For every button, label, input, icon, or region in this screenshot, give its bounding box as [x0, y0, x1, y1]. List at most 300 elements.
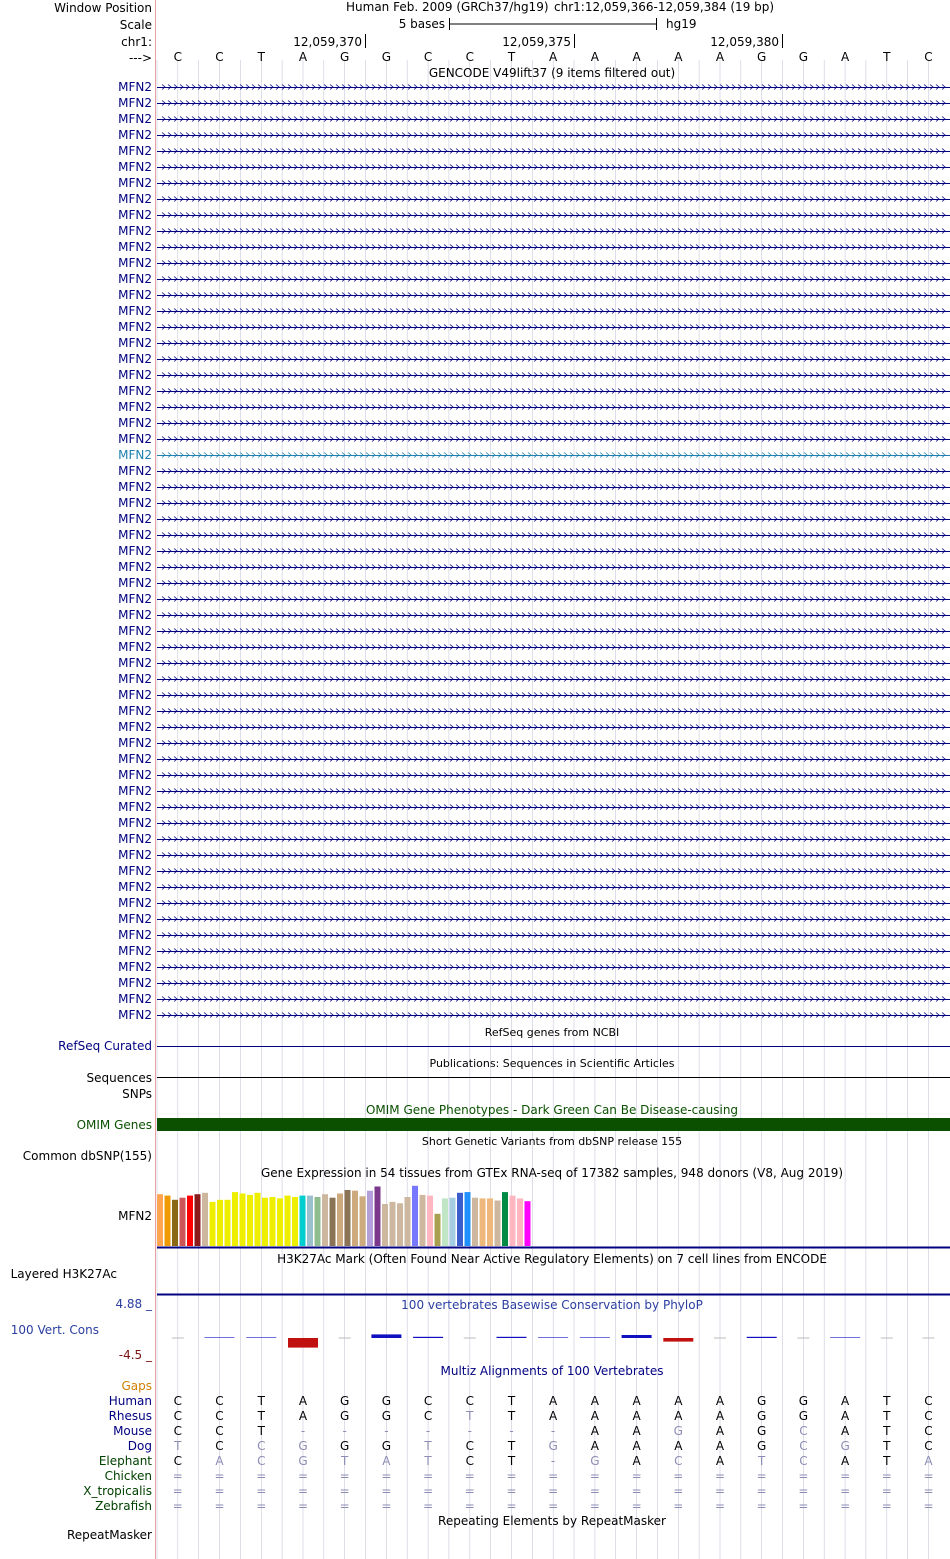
aligned-base: T	[883, 1454, 891, 1468]
transcript-label[interactable]: MFN2	[118, 800, 152, 814]
gencode-transcript-row[interactable]	[118, 400, 950, 414]
multiz-species-row[interactable]	[83, 1484, 933, 1498]
gencode-transcript-row[interactable]	[118, 272, 950, 286]
gencode-transcript-row[interactable]	[118, 560, 950, 574]
gtex-tissue-bar[interactable]	[345, 1190, 351, 1246]
species-label[interactable]: Elephant	[98, 1454, 152, 1468]
repeatmasker-track-label[interactable]: RepeatMasker	[66, 1528, 152, 1542]
gencode-transcript-row[interactable]	[118, 416, 950, 430]
gtex-bar-graph[interactable]	[157, 1186, 531, 1246]
aligned-base: =	[840, 1469, 851, 1483]
gencode-transcript-row[interactable]	[118, 80, 950, 94]
transcript-label[interactable]: MFN2	[118, 960, 152, 974]
gencode-transcript-row[interactable]	[118, 992, 950, 1006]
aligned-base: T	[507, 1439, 516, 1453]
gencode-transcript-row[interactable]	[118, 720, 950, 734]
gencode-transcript-row[interactable]	[118, 144, 950, 158]
phylop-value-bar[interactable]	[246, 1337, 276, 1338]
aligned-base: =	[673, 1484, 684, 1498]
transcript-label[interactable]: MFN2	[118, 896, 152, 910]
transcript-label[interactable]: MFN2	[118, 384, 152, 398]
transcript-label[interactable]: MFN2	[118, 912, 152, 926]
aligned-base: A	[215, 1454, 224, 1468]
aligned-base: C	[924, 1439, 933, 1453]
gtex-tissue-bar[interactable]	[472, 1198, 478, 1246]
gtex-tissue-bar[interactable]	[337, 1194, 343, 1247]
transcript-label[interactable]: MFN2	[118, 784, 152, 798]
gtex-tissue-bar[interactable]	[300, 1196, 306, 1246]
aligned-base: A	[298, 1394, 308, 1408]
gtex-tissue-bar[interactable]	[517, 1198, 523, 1246]
gencode-transcript-row[interactable]	[118, 944, 950, 958]
aligned-base: T	[424, 1454, 432, 1468]
phylop-track-title[interactable]: 100 vertebrates Basewise Conservation by PhyloP	[401, 1298, 703, 1312]
transcript-label[interactable]: MFN2	[118, 368, 152, 382]
transcript-label[interactable]: MFN2	[118, 992, 152, 1006]
aligned-base: A	[715, 1439, 725, 1453]
gencode-transcript-row[interactable]	[118, 128, 950, 142]
gencode-transcript-row[interactable]	[118, 112, 950, 126]
gtex-tissue-bar[interactable]	[360, 1196, 366, 1246]
phylop-value-bar[interactable]	[538, 1337, 568, 1338]
gencode-transcript-row[interactable]	[118, 960, 950, 974]
gtex-tissue-bar[interactable]	[270, 1197, 276, 1246]
transcript-label[interactable]: MFN2	[118, 240, 152, 254]
transcript-label[interactable]: MFN2	[118, 672, 152, 686]
gtex-tissue-bar[interactable]	[510, 1196, 516, 1246]
gencode-transcript-row[interactable]	[118, 432, 950, 446]
transcript-label[interactable]: MFN2	[118, 720, 152, 734]
phylop-track-label[interactable]: 100 Vert. Cons	[10, 1323, 99, 1337]
aligned-base: T	[257, 1409, 265, 1423]
aligned-base: =	[714, 1469, 726, 1483]
scale-text: 5 bases	[398, 17, 445, 31]
gtex-tissue-bar[interactable]	[367, 1191, 373, 1246]
aligned-base: T	[257, 1394, 265, 1408]
gtex-tissue-bar[interactable]	[187, 1196, 193, 1246]
transcript-label[interactable]: MFN2	[118, 304, 152, 318]
gencode-transcript-row[interactable]	[118, 624, 950, 638]
publications-track-title[interactable]: Publications: Sequences in Scientific Articles	[429, 1057, 675, 1070]
gencode-transcript-row[interactable]	[118, 576, 950, 590]
gtex-tissue-bar[interactable]	[180, 1198, 186, 1246]
position-text[interactable]: chr1:12,059,366-12,059,384 (19 bp)	[554, 0, 775, 14]
gencode-transcript-row[interactable]	[118, 832, 950, 846]
gencode-transcript-row[interactable]	[118, 1008, 950, 1022]
gencode-transcript-row[interactable]	[118, 240, 950, 254]
gtex-tissue-bar[interactable]	[420, 1195, 426, 1246]
transcript-label[interactable]: MFN2	[118, 224, 152, 238]
gencode-transcript-row[interactable]	[118, 480, 950, 494]
aligned-base: =	[381, 1484, 392, 1498]
gtex-tissue-bar[interactable]	[502, 1192, 508, 1246]
aligned-base: G	[840, 1439, 850, 1453]
gtex-tissue-bar[interactable]	[285, 1196, 291, 1246]
gencode-transcript-row[interactable]	[118, 320, 950, 334]
gtex-tissue-bar[interactable]	[225, 1200, 231, 1246]
transcript-label[interactable]: MFN2	[118, 352, 152, 366]
gtex-tissue-bar[interactable]	[165, 1196, 171, 1246]
aligned-base: A	[298, 1409, 308, 1423]
aligned-base: G	[298, 1454, 308, 1468]
phylop-value-bar[interactable]	[830, 1337, 860, 1338]
multiz-species-row[interactable]	[128, 1439, 933, 1453]
transcript-label[interactable]: MFN2	[118, 864, 152, 878]
gencode-transcript-row[interactable]	[118, 912, 950, 926]
sequence-base: A	[840, 50, 850, 64]
transcript-label[interactable]: MFN2	[118, 96, 152, 110]
gtex-tissue-bar[interactable]	[382, 1204, 388, 1246]
aligned-base: A	[715, 1394, 725, 1408]
gtex-tissue-bar[interactable]	[202, 1193, 208, 1246]
gencode-transcript-row[interactable]	[118, 672, 950, 686]
gtex-tissue-bar[interactable]	[292, 1197, 298, 1246]
gencode-transcript-row[interactable]	[118, 752, 950, 766]
gtex-tissue-bar[interactable]	[457, 1193, 463, 1246]
transcript-label[interactable]: MFN2	[118, 768, 152, 782]
transcript-label[interactable]: MFN2	[118, 80, 152, 94]
aligned-base: C	[215, 1409, 224, 1423]
transcript-label[interactable]: MFN2	[118, 144, 152, 158]
gencode-transcript-row[interactable]	[118, 208, 950, 222]
transcript-label[interactable]: MFN2	[118, 416, 152, 430]
gencode-transcript-row[interactable]	[118, 512, 950, 526]
gtex-track-label[interactable]: MFN2	[118, 1209, 152, 1223]
aligned-base: =	[297, 1484, 309, 1498]
transcript-label[interactable]: MFN2	[118, 560, 152, 574]
gencode-transcript-row[interactable]	[118, 704, 950, 718]
repeatmasker-track-title[interactable]: Repeating Elements by RepeatMasker	[438, 1514, 666, 1528]
strand-label: --->	[128, 51, 152, 65]
aligned-base: =	[881, 1484, 892, 1498]
aligned-base: C	[924, 1424, 933, 1438]
species-label[interactable]: Human	[108, 1394, 152, 1408]
phylop-value-bar[interactable]	[288, 1338, 318, 1348]
multiz-alignment[interactable]	[83, 1394, 933, 1513]
transcript-label[interactable]: MFN2	[118, 848, 152, 862]
gtex-tissue-bar[interactable]	[390, 1202, 396, 1246]
transcript-label[interactable]: MFN2	[118, 608, 152, 622]
gtex-tissue-bar[interactable]	[412, 1186, 418, 1246]
phylop-value-bar[interactable]	[580, 1337, 610, 1338]
aligned-base: =	[172, 1499, 183, 1513]
gtex-tissue-bar[interactable]	[232, 1192, 238, 1246]
gencode-transcript-row[interactable]	[118, 800, 950, 814]
omim-track-label[interactable]: OMIM Genes	[76, 1118, 152, 1132]
aligned-base: C	[799, 1454, 808, 1468]
gtex-tissue-bar[interactable]	[495, 1201, 501, 1247]
multiz-species-row[interactable]	[105, 1469, 934, 1483]
gencode-transcript-row[interactable]	[118, 544, 950, 558]
aligned-base: =	[923, 1484, 934, 1498]
h3k27ac-track-label[interactable]: Layered H3K27Ac	[10, 1267, 117, 1281]
aligned-base: =	[297, 1469, 309, 1483]
transcript-label[interactable]: MFN2	[118, 736, 152, 750]
aligned-base: C	[924, 1409, 933, 1423]
phylop-value-bar[interactable]	[622, 1335, 652, 1338]
gtex-tissue-bar[interactable]	[157, 1194, 163, 1246]
gtex-tissue-bar[interactable]	[172, 1200, 178, 1246]
gtex-tissue-bar[interactable]	[525, 1201, 531, 1246]
species-label[interactable]: Chicken	[104, 1469, 152, 1483]
aligned-base: G	[757, 1409, 767, 1423]
aligned-base: =	[214, 1484, 225, 1498]
transcript-label[interactable]: MFN2	[118, 288, 152, 302]
phylop-value-bar[interactable]	[205, 1337, 235, 1338]
gencode-transcript-row[interactable]	[118, 192, 950, 206]
aligned-base: -	[509, 1424, 514, 1438]
multiz-track-title[interactable]: Multiz Alignments of 100 Vertebrates	[440, 1364, 664, 1378]
sequence-base: C	[924, 50, 933, 64]
species-label[interactable]: Dog	[127, 1439, 152, 1453]
aligned-base: A	[632, 1409, 641, 1423]
transcript-label[interactable]: MFN2	[118, 976, 152, 990]
aligned-base: =	[381, 1499, 392, 1513]
aligned-base: =	[548, 1469, 559, 1483]
transcript-label[interactable]: MFN2	[118, 208, 152, 222]
gtex-tissue-bar[interactable]	[307, 1196, 313, 1246]
sequence-base: T	[507, 50, 516, 64]
transcript-label[interactable]: MFN2	[118, 512, 152, 526]
aligned-base: G	[340, 1439, 350, 1453]
transcript-label[interactable]: MFN2	[118, 944, 152, 958]
gtex-tissue-bar[interactable]	[262, 1198, 268, 1246]
assembly-text: Human Feb. 2009 (GRCh37/hg19)	[346, 0, 549, 14]
aligned-base: =	[506, 1499, 517, 1513]
gtex-tissue-bar[interactable]	[322, 1194, 328, 1246]
refseq-track-label[interactable]: RefSeq Curated	[58, 1039, 152, 1053]
omim-feature-bar[interactable]	[157, 1118, 950, 1131]
transcript-label[interactable]: MFN2	[118, 480, 152, 494]
transcript-label[interactable]: MFN2	[118, 816, 152, 830]
transcript-label[interactable]: MFN2	[118, 688, 152, 702]
gencode-transcript-row[interactable]	[118, 496, 950, 510]
gencode-transcript-row[interactable]	[118, 160, 950, 174]
gencode-track	[118, 80, 950, 1022]
gencode-transcript-row[interactable]	[118, 336, 950, 350]
snps-track-label[interactable]: SNPs	[122, 1087, 152, 1101]
transcript-label[interactable]: MFN2	[118, 832, 152, 846]
gencode-transcript-row[interactable]	[118, 224, 950, 238]
transcript-label[interactable]: MFN2	[118, 528, 152, 542]
aligned-base: C	[173, 1454, 182, 1468]
aligned-base: G	[590, 1454, 600, 1468]
gtex-tissue-bar[interactable]	[240, 1194, 246, 1247]
aligned-base: =	[464, 1484, 475, 1498]
gtex-tissue-bar[interactable]	[397, 1203, 403, 1246]
transcript-label[interactable]: MFN2	[118, 928, 152, 942]
multiz-species-row[interactable]	[95, 1499, 933, 1513]
aligned-base: G	[381, 1394, 392, 1408]
gencode-transcript-row[interactable]	[118, 640, 950, 654]
transcript-label[interactable]: MFN2	[118, 1008, 152, 1022]
aligned-base: T	[507, 1454, 516, 1468]
transcript-label[interactable]: MFN2	[118, 160, 152, 174]
gencode-transcript-row[interactable]	[118, 784, 950, 798]
gencode-transcript-row[interactable]	[118, 384, 950, 398]
phylop-value-bar[interactable]	[371, 1334, 401, 1338]
gencode-transcript-row[interactable]	[118, 176, 950, 190]
gencode-transcript-row[interactable]	[118, 352, 950, 366]
aligned-base: A	[840, 1394, 850, 1408]
transcript-label[interactable]: MFN2	[118, 496, 152, 510]
transcript-label[interactable]: MFN2	[118, 592, 152, 606]
aligned-base: A	[924, 1454, 933, 1468]
aligned-base: -	[300, 1424, 306, 1438]
aligned-base: G	[298, 1439, 308, 1453]
gtex-tissue-bar[interactable]	[405, 1197, 411, 1246]
gtex-tissue-bar[interactable]	[375, 1187, 381, 1247]
gencode-transcript-row[interactable]	[118, 368, 950, 382]
sequence-base: A	[674, 50, 683, 64]
phylop-value-bar[interactable]	[413, 1337, 443, 1338]
multiz-species-row[interactable]	[109, 1394, 933, 1408]
aligned-base: A	[674, 1394, 683, 1408]
gtex-tissue-bar[interactable]	[487, 1198, 493, 1246]
gtex-tissue-bar[interactable]	[435, 1214, 441, 1246]
aligned-base: =	[506, 1484, 517, 1498]
gencode-transcript-row[interactable]	[118, 656, 950, 670]
aligned-base: C	[465, 1454, 474, 1468]
transcript-label[interactable]: MFN2	[118, 576, 152, 590]
gtex-tissue-bar[interactable]	[442, 1198, 448, 1246]
aligned-base: =	[548, 1484, 559, 1498]
transcript-label[interactable]: MFN2	[118, 880, 152, 894]
transcript-label[interactable]: MFN2	[118, 400, 152, 414]
species-label[interactable]: Zebrafish	[95, 1499, 152, 1513]
aligned-base: =	[881, 1499, 892, 1513]
gencode-transcript-row[interactable]	[118, 816, 950, 830]
gencode-transcript-row[interactable]	[118, 256, 950, 270]
transcript-label[interactable]: MFN2	[118, 112, 152, 126]
gencode-track-title[interactable]: GENCODE V49lift37 (9 items filtered out)	[428, 66, 676, 80]
transcript-label[interactable]: MFN2	[118, 640, 152, 654]
db-text: hg19	[666, 17, 697, 31]
aligned-base: T	[758, 1454, 766, 1468]
gtex-tissue-bar[interactable]	[277, 1198, 283, 1246]
gencode-transcript-row[interactable]	[118, 736, 950, 750]
phylop-value-bar[interactable]	[497, 1337, 527, 1338]
gencode-transcript-row[interactable]	[118, 976, 950, 990]
phylop-value-bar[interactable]	[663, 1338, 693, 1342]
refseq-track-title[interactable]: RefSeq genes from NCBI	[484, 1026, 620, 1039]
gtex-tissue-bar[interactable]	[427, 1196, 433, 1246]
phylop-value-bar[interactable]	[747, 1337, 777, 1338]
gencode-transcript-row[interactable]	[118, 688, 950, 702]
gtex-tissue-bar[interactable]	[210, 1202, 216, 1246]
species-label[interactable]: X_tropicalis	[83, 1484, 152, 1498]
gtex-tissue-bar[interactable]	[352, 1191, 358, 1246]
transcript-label[interactable]: MFN2	[118, 448, 152, 462]
aligned-base: =	[631, 1499, 642, 1513]
aligned-base: A	[840, 1424, 850, 1438]
transcript-label[interactable]: MFN2	[118, 320, 152, 334]
aligned-base: C	[799, 1424, 808, 1438]
transcript-label[interactable]: MFN2	[118, 336, 152, 350]
gtex-tissue-bar[interactable]	[247, 1195, 253, 1246]
transcript-label[interactable]: MFN2	[118, 176, 152, 190]
transcript-label[interactable]: MFN2	[118, 704, 152, 718]
sequence-base: T	[883, 50, 891, 64]
aligned-base: =	[214, 1499, 225, 1513]
gencode-transcript-row[interactable]	[118, 528, 950, 542]
gencode-transcript-row[interactable]	[118, 304, 950, 318]
gtex-tissue-bar[interactable]	[450, 1198, 456, 1246]
omim-track-title[interactable]: OMIM Gene Phenotypes - Dark Green Can Be Disease-causing	[365, 1103, 739, 1117]
aligned-base: =	[423, 1484, 434, 1498]
sequence-base: G	[340, 50, 350, 64]
species-label[interactable]: Mouse	[113, 1424, 152, 1438]
species-label[interactable]: Rhesus	[108, 1409, 152, 1423]
multiz-species-row[interactable]	[109, 1409, 933, 1423]
transcript-label[interactable]: MFN2	[118, 192, 152, 206]
aligned-base: =	[881, 1469, 892, 1483]
transcript-label[interactable]: MFN2	[118, 624, 152, 638]
aligned-base: =	[798, 1499, 809, 1513]
aligned-base: T	[341, 1454, 349, 1468]
gtex-tissue-bar[interactable]	[255, 1193, 261, 1246]
gtex-tissue-bar[interactable]	[465, 1192, 471, 1246]
gencode-transcript-row[interactable]	[118, 896, 950, 910]
gtex-tissue-bar[interactable]	[480, 1198, 486, 1246]
dbsnp-track-title[interactable]: Short Genetic Variants from dbSNP release 155	[421, 1135, 683, 1148]
gencode-transcript-row[interactable]	[118, 864, 950, 878]
gencode-transcript-row[interactable]	[118, 464, 950, 478]
transcript-label[interactable]: MFN2	[118, 256, 152, 270]
transcript-label[interactable]: MFN2	[118, 752, 152, 766]
publications-track-label[interactable]: Sequences	[86, 1071, 152, 1085]
aligned-base: C	[465, 1394, 474, 1408]
multiz-species-row[interactable]	[113, 1424, 933, 1438]
gtex-tissue-bar[interactable]	[195, 1194, 201, 1246]
gtex-tissue-bar[interactable]	[330, 1198, 336, 1246]
gencode-transcript-row[interactable]	[118, 288, 950, 302]
aligned-base: =	[381, 1469, 392, 1483]
aligned-base: =	[339, 1469, 350, 1483]
aligned-base: =	[756, 1469, 767, 1483]
transcript-label[interactable]: MFN2	[118, 272, 152, 286]
aligned-base: -	[550, 1424, 556, 1438]
transcript-label[interactable]: MFN2	[118, 432, 152, 446]
gencode-transcript-row[interactable]	[118, 96, 950, 110]
aligned-base: A	[674, 1439, 683, 1453]
gencode-transcript-row[interactable]	[118, 928, 950, 942]
gencode-transcript-row[interactable]	[118, 880, 950, 894]
aligned-base: =	[589, 1484, 600, 1498]
dbsnp-track-label[interactable]: Common dbSNP(155)	[22, 1149, 152, 1163]
multiz-species-row[interactable]	[99, 1454, 934, 1468]
aligned-base: =	[339, 1499, 350, 1513]
aligned-base: T	[883, 1394, 891, 1408]
aligned-base: =	[756, 1499, 767, 1513]
gencode-transcript-row[interactable]	[118, 592, 950, 606]
transcript-label[interactable]: MFN2	[118, 656, 152, 670]
aligned-base: G	[340, 1394, 350, 1408]
gencode-transcript-row[interactable]	[118, 768, 950, 782]
transcript-label[interactable]: MFN2	[118, 464, 152, 478]
gtex-tissue-bar[interactable]	[217, 1200, 223, 1246]
transcript-label[interactable]: MFN2	[118, 128, 152, 142]
gencode-transcript-row[interactable]	[118, 848, 950, 862]
aligned-base: =	[631, 1469, 642, 1483]
gencode-transcript-row[interactable]	[118, 448, 950, 462]
gtex-tissue-bar[interactable]	[315, 1197, 321, 1246]
gtex-track-title[interactable]: Gene Expression in 54 tissues from GTEx RNA-seq of 17382 samples, 948 donors (V8, Aug 2019)	[260, 1166, 844, 1180]
transcript-label[interactable]: MFN2	[118, 544, 152, 558]
gencode-transcript-row[interactable]	[118, 608, 950, 622]
aligned-base: =	[589, 1499, 600, 1513]
h3k27ac-track-title[interactable]: H3K27Ac Mark (Often Found Near Active Regulatory Elements) on 7 cell lines from ENCODE	[277, 1252, 827, 1266]
